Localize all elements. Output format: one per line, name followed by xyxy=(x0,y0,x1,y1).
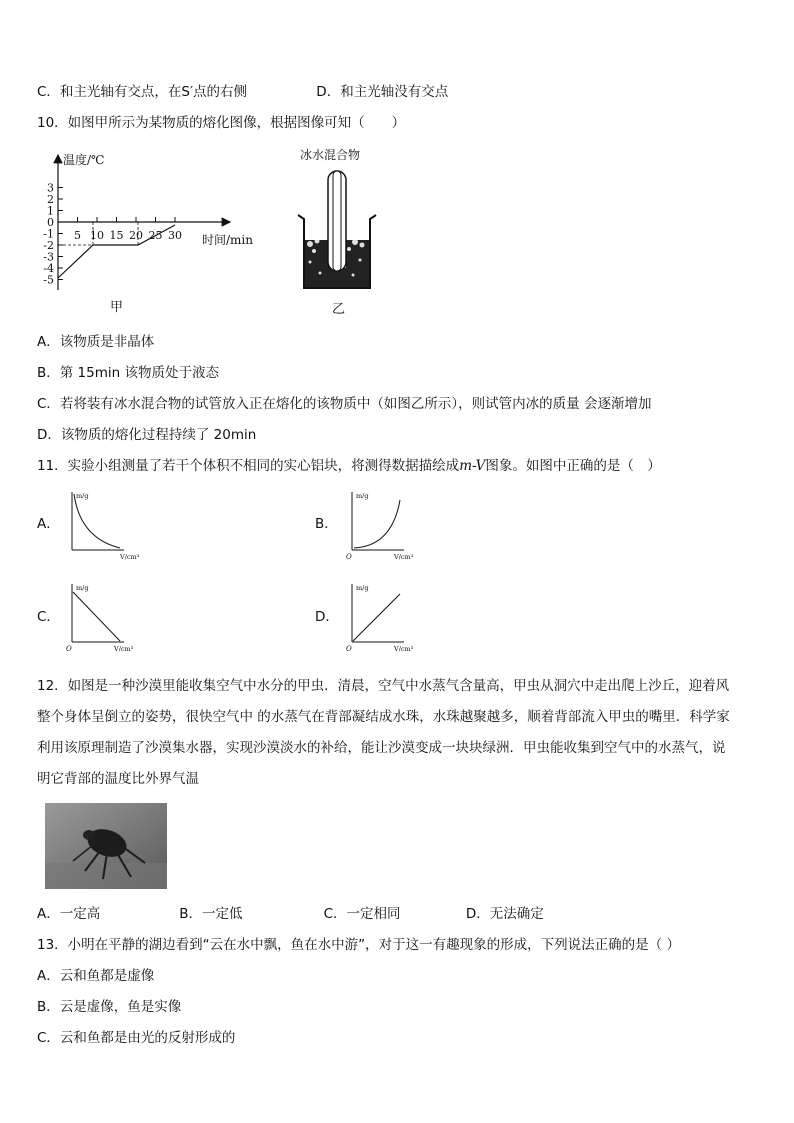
q11-d-xlabel: V/cm³ xyxy=(394,645,414,653)
q11-c-xlabel: V/cm³ xyxy=(114,645,134,653)
q11-graph-c xyxy=(62,580,162,655)
q13-option-b: B．云是虚像，鱼是实像 xyxy=(37,999,182,1015)
q12-line-2: 整个身体呈倒立的姿势，很快空气中 的水蒸气在背部凝结成水珠，水珠越聚越多，顺着背部流入甲虫的嘴里．科学家 xyxy=(37,709,730,725)
q11-stem xyxy=(37,457,661,475)
q10-jia-ytick-label: 2 xyxy=(47,193,54,206)
q11-stem-var: m-V xyxy=(459,458,486,474)
q11-option-d-letter: D． xyxy=(315,609,339,625)
q10-jia-ytick-label: 0 xyxy=(47,216,54,229)
q12-option-c: C．一定相同 xyxy=(323,906,401,922)
q11-graph-b xyxy=(342,488,442,563)
q12-line-3: 利用该原理制造了沙漠集水器，实现沙漠淡水的补给，能让沙漠变成一块块绿洲．甲虫能收集到空气中的水蒸气，说 xyxy=(37,740,726,756)
q13-stem: 13．小明在平静的湖边看到“云在水中飘，鱼在水中游”，对于这一有趣现象的形成，下列说法正确的是（ ） xyxy=(37,937,680,953)
q10-jia-xtick-label: 30 xyxy=(168,229,182,242)
q10-jia-xtick-label: 15 xyxy=(109,229,124,242)
q12-options-row xyxy=(37,905,544,923)
q11-c-origin: O xyxy=(66,645,72,653)
q11-stem-pre: 11．实验小组测量了若干个体积不相同的实心铝块，将测得数据描绘成 xyxy=(37,458,460,474)
q10-figure-yi xyxy=(290,145,390,325)
q10-jia-ytick-label: -5 xyxy=(43,273,54,287)
q11-d-ylabel: m/g xyxy=(356,584,369,592)
q10-jia-ylabel: 温度/℃ xyxy=(63,153,105,167)
q10-jia-xtick-label: 10 xyxy=(90,229,104,242)
q10-jia-ytick-label: 1 xyxy=(47,204,54,218)
q11-b-xlabel: V/cm³ xyxy=(394,553,414,561)
q10-jia-xtick-label: 5 xyxy=(74,229,81,242)
q10-jia-xtick-label: 20 xyxy=(129,229,143,242)
q11-graph-a xyxy=(62,488,162,563)
q9-option-c: C．和主光轴有交点，在S′点的右侧 xyxy=(37,84,248,100)
q10-jia-ytick-label: -1 xyxy=(43,227,54,241)
q11-d-origin: O xyxy=(346,645,352,653)
q10-jia-caption: 甲 xyxy=(110,300,124,315)
q11-b-ylabel: m/g xyxy=(356,492,369,500)
q10-stem: 10．如图甲所示为某物质的熔化图像，根据图像可知（ ） xyxy=(37,115,406,131)
beetle-photo xyxy=(45,803,167,889)
q11-option-b-letter: B． xyxy=(315,516,338,532)
q13-option-c: C．云和鱼都是由光的反射形成的 xyxy=(37,1030,236,1046)
q10-jia-ytick-label: -4 xyxy=(43,262,54,275)
q10-jia-ytick-label: -2 xyxy=(43,239,54,252)
q10-option-d: D．该物质的熔化过程持续了 20min xyxy=(37,427,257,443)
q10-jia-ytick-label: 3 xyxy=(47,181,54,195)
q12-line-4: 明它背部的温度比外界气温 xyxy=(37,771,199,787)
q11-a-ylabel: m/g xyxy=(76,492,89,500)
q10-figure-jia xyxy=(30,145,270,325)
q10-jia-ytick-label: -3 xyxy=(43,250,54,264)
q10-jia-xtick-label: 25 xyxy=(148,229,163,242)
q9-option-d: D．和主光轴没有交点 xyxy=(316,84,449,100)
q12-option-a: A．一定高 xyxy=(37,906,101,922)
q10-option-c: C．若将装有冰水混合物的试管放入正在熔化的该物质中（如图乙所示），则试管内冰的质量 会逐渐增加 xyxy=(37,396,652,412)
q11-option-a-letter: A． xyxy=(37,516,60,532)
q10-yi-label: 冰水混合物 xyxy=(300,148,361,162)
q12-option-d: D．无法确定 xyxy=(465,906,544,922)
q11-b-origin: O xyxy=(346,553,352,561)
q11-c-ylabel: m/g xyxy=(76,584,89,592)
q10-yi-caption: 乙 xyxy=(332,302,346,317)
q11-option-c-letter: C． xyxy=(37,609,60,625)
q10-option-a: A．该物质是非晶体 xyxy=(37,334,155,350)
q9-options-row xyxy=(37,83,448,101)
q13-option-a: A．云和鱼都是虚像 xyxy=(37,968,155,984)
q11-stem-post: 图象。如图中正确的是（ ） xyxy=(485,458,661,474)
q12-option-b: B．一定低 xyxy=(179,906,243,922)
q11-graph-d xyxy=(342,580,442,655)
q12-line-1: 12．如图是一种沙漠里能收集空气中水分的甲虫．清晨，空气中水蒸气含量高，甲虫从洞穴中走出爬上沙丘，迎着风 xyxy=(37,678,730,694)
q11-a-xlabel: V/cm³ xyxy=(120,553,140,561)
q10-jia-xlabel: 时间/min xyxy=(202,233,253,247)
q10-option-b: B．第 15min 该物质处于液态 xyxy=(37,365,219,381)
